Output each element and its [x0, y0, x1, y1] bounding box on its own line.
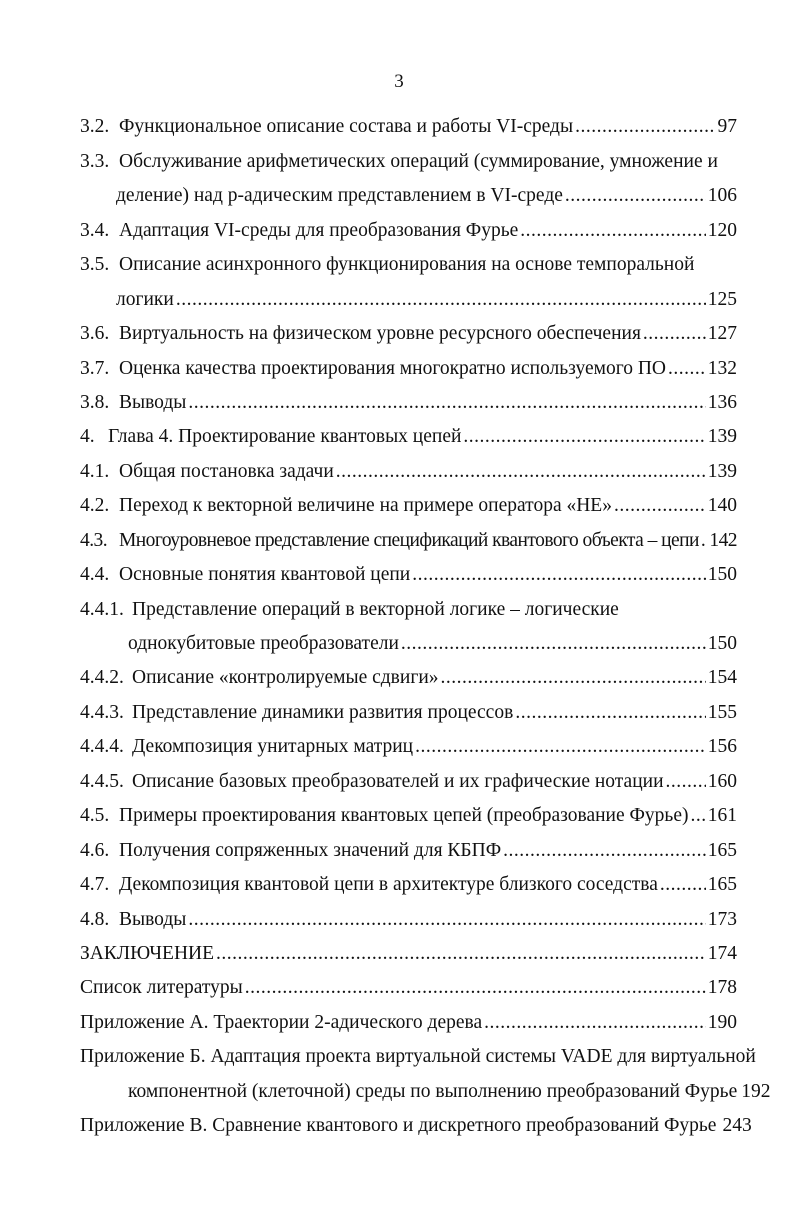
leader-dots	[668, 358, 706, 380]
toc-entry-4-4-2[interactable]	[80, 659, 737, 693]
toc-title: Приложение В. Сравнение квантового и дискретного преобразований Фурье	[80, 1115, 717, 1137]
toc-entry-4-6[interactable]	[80, 831, 737, 865]
toc-title: Многоуровневое представление спецификаций квантового объекта – цепи	[119, 529, 699, 551]
toc-entry-4-3[interactable]	[80, 521, 737, 555]
leader-dots	[690, 805, 705, 827]
toc-title: Глава 4. Проектирование квантовых цепей	[108, 426, 462, 448]
toc-number: 4.3.	[80, 529, 108, 551]
toc-title: Обслуживание арифметических операций (суммирование, умножение и	[119, 150, 718, 172]
toc-entry-3-3[interactable]	[80, 142, 737, 176]
leader-dots	[401, 633, 706, 655]
leader-dots	[176, 289, 706, 311]
toc-page: 155	[707, 701, 737, 723]
toc-entry-3-5-cont[interactable]	[80, 280, 737, 314]
toc-page: 125	[707, 288, 737, 310]
toc-entry-4[interactable]	[80, 418, 737, 452]
toc-page: 139	[707, 426, 737, 448]
toc-entry-4-4-1[interactable]	[80, 590, 737, 624]
toc-title: Представление динамики развития процессов	[132, 701, 514, 723]
toc-page: 150	[707, 564, 737, 586]
toc-entry-4-8[interactable]	[80, 900, 737, 934]
toc-title: Описание базовых преобразователей и их графические нотации	[132, 770, 664, 792]
toc-title: Выводы	[119, 908, 187, 930]
toc-title: Декомпозиция квантовой цепи в архитектуре близкого соседства	[119, 874, 658, 896]
toc-entry-4-4-5[interactable]	[80, 762, 737, 796]
toc-page: 174	[707, 942, 737, 964]
toc-entry-4-4[interactable]	[80, 556, 737, 590]
toc-title: Оценка качества проектирования многократно используемого ПО	[119, 357, 667, 379]
toc-number: 4.4.3.	[80, 701, 124, 723]
toc-title: Получения сопряженных значений для КБПФ	[119, 839, 502, 861]
toc-title: Описание «контролируемые сдвиги»	[132, 667, 439, 689]
toc-page: 165	[707, 839, 737, 861]
toc-page: 150	[707, 633, 737, 654]
leader-dots	[412, 564, 706, 586]
toc-title: Виртуальность на физическом уровне ресурсного обеспечения	[119, 323, 641, 345]
toc-entry-conclusion[interactable]	[80, 935, 737, 969]
toc-number: 4.4.1.	[80, 598, 124, 620]
toc-entry-4-2[interactable]	[80, 487, 737, 521]
toc-page: 173	[707, 908, 737, 930]
toc-page: 154	[707, 667, 737, 689]
toc-entry-3-3-cont[interactable]	[80, 177, 737, 211]
toc-entry-4-4-4[interactable]	[80, 728, 737, 762]
toc-page: 132	[707, 357, 737, 379]
toc-title: Представление операций в векторной логике – логические	[132, 598, 619, 620]
toc-title: Приложение А. Траектории 2-адического дерева	[80, 1011, 483, 1033]
toc-page: 127	[707, 323, 737, 345]
toc-entry-4-5[interactable]	[80, 797, 737, 831]
toc-number: 3.7.	[80, 357, 110, 379]
toc-number: 4.4.	[80, 564, 110, 586]
toc-title-continued: компонентной (клеточной) среды по выполнению преобразований Фурье	[128, 1080, 738, 1102]
toc-page: 243	[722, 1115, 752, 1137]
toc-page: 139	[707, 460, 737, 482]
toc-entry-3-5[interactable]	[80, 246, 737, 280]
leader-dots	[216, 943, 706, 965]
toc-number: 4.2.	[80, 495, 110, 517]
toc-page: 192	[741, 1080, 771, 1102]
toc-title: Выводы	[119, 391, 187, 413]
toc-entry-appendix-b-cont[interactable]	[80, 1072, 771, 1106]
toc-entry-3-6[interactable]	[80, 315, 737, 349]
leader-dots	[701, 530, 708, 552]
toc-title: Функциональное описание состава и работы VI-среды	[119, 116, 574, 138]
toc-number: 3.8.	[80, 391, 110, 413]
leader-dots	[484, 1012, 706, 1034]
toc-entry-3-8[interactable]	[80, 384, 737, 418]
toc-entry-4-4-3[interactable]	[80, 693, 737, 727]
toc-title: Переход к векторной величине на примере оператора «НЕ»	[119, 495, 612, 517]
toc-number: 3.2.	[80, 116, 110, 138]
toc-title: Основные понятия квантовой цепи	[119, 564, 411, 586]
toc-title: Адаптация VI-среды для преобразования Фурье	[119, 219, 519, 241]
toc-entry-appendix-b[interactable]	[80, 1038, 756, 1072]
toc-title: Декомпозиция унитарных матриц	[132, 736, 414, 758]
toc-page: 156	[707, 736, 737, 758]
toc-number: 4.5.	[80, 805, 110, 827]
toc-number: 4.7.	[80, 874, 110, 896]
toc-entry-4-1[interactable]	[80, 452, 737, 486]
toc-title-continued: логики	[116, 288, 174, 310]
toc-title: Список литературы	[80, 977, 243, 999]
toc-number: 4.1.	[80, 460, 110, 482]
toc-page: 136	[707, 391, 737, 413]
toc-title: Описание асинхронного функционирования на основе темпоральной	[119, 254, 695, 276]
toc-number: 4.4.5.	[80, 770, 124, 792]
leader-dots	[520, 220, 705, 242]
table-of-contents	[80, 108, 771, 1141]
toc-number: 3.3.	[80, 150, 110, 172]
leader-dots	[660, 874, 706, 896]
toc-page: 161	[707, 805, 737, 827]
leader-dots	[245, 977, 706, 999]
toc-number: 3.4.	[80, 219, 110, 241]
toc-entry-3-7[interactable]	[80, 349, 737, 383]
leader-dots	[336, 461, 706, 483]
leader-dots	[441, 667, 706, 689]
toc-page: 165	[707, 874, 737, 896]
toc-entry-appendix-a[interactable]	[80, 1003, 737, 1037]
leader-dots	[614, 495, 706, 517]
leader-dots	[565, 185, 706, 207]
toc-number: 3.6.	[80, 323, 110, 345]
toc-title: Приложение Б. Адаптация проекта виртуальной системы VADE для виртуальной	[80, 1046, 756, 1068]
toc-number: 3.5.	[80, 254, 110, 276]
toc-page: 106	[707, 185, 737, 207]
leader-dots	[415, 736, 706, 758]
toc-number: 4.8.	[80, 908, 110, 930]
toc-number: 4.6.	[80, 839, 110, 861]
leader-dots	[666, 771, 706, 793]
leader-dots	[643, 323, 706, 345]
toc-entry-4-7[interactable]	[80, 866, 737, 900]
leader-dots	[575, 116, 715, 138]
leader-dots	[188, 909, 705, 931]
leader-dots	[463, 426, 705, 448]
toc-page: 97	[717, 116, 737, 138]
leader-dots	[503, 840, 706, 862]
page-number: 3	[394, 71, 404, 92]
leader-dots	[515, 702, 705, 724]
toc-number: 4.	[80, 426, 95, 448]
toc-page: 120	[707, 219, 737, 241]
toc-title-continued: однокубитовые преобразователи	[128, 633, 399, 654]
leader-dots	[188, 392, 705, 414]
toc-title: Примеры проектирования квантовых цепей (преобразование Фурье)	[119, 805, 689, 827]
toc-entry-references[interactable]	[80, 969, 737, 1003]
toc-page: 160	[707, 770, 737, 792]
toc-page: 142	[709, 529, 737, 551]
toc-page: 190	[707, 1011, 737, 1033]
toc-title: Общая постановка задачи	[119, 460, 334, 482]
toc-title: ЗАКЛЮЧЕНИЕ	[80, 942, 215, 964]
toc-entry-appendix-v[interactable]	[80, 1107, 752, 1141]
toc-entry-3-2[interactable]	[80, 108, 737, 142]
toc-entry-3-4[interactable]	[80, 211, 737, 245]
toc-title-continued: деление) над p-адическим представлением в VI-среде	[116, 185, 563, 207]
toc-page: 178	[707, 977, 737, 999]
toc-entry-4-4-1-cont[interactable]	[80, 625, 737, 659]
toc-number: 4.4.2.	[80, 667, 124, 689]
toc-page: 140	[707, 495, 737, 517]
toc-number: 4.4.4.	[80, 736, 124, 758]
